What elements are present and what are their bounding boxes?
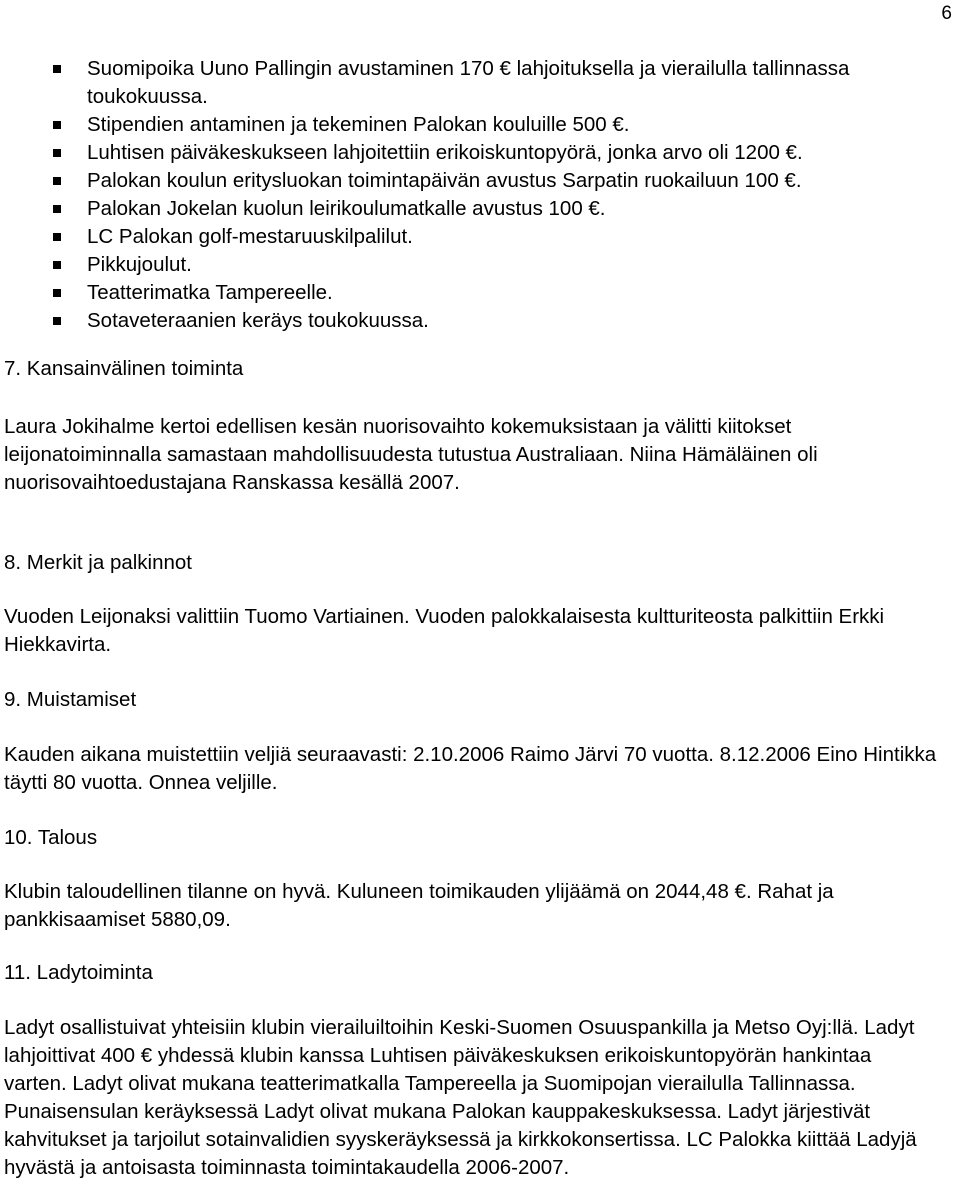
section-8-heading: 8. Merkit ja palkinnot (4, 551, 193, 574)
section-10-body: Klubin taloudellinen tilanne on hyvä. Kuluneen toimikauden ylijäämä on 2044,48 €. Rahat ja pankkisaamiset 5880,09. (4, 880, 834, 931)
section-9-heading: 9. Muistamiset (4, 688, 137, 711)
section-9-body: Kauden aikana muistettiin veljiä seuraavasti: 2.10.2006 Raimo Järvi 70 vuotta. 8.12.2006 Eino Hintikka täytti 80 vuotta. Onnea veljille. (4, 743, 937, 794)
list-item: Suomipoika Uuno Pallingin avustaminen 170 € lahjoituksella ja vierailulla tallinnassa toukokuussa. (53, 55, 933, 111)
section-11-heading: 11. Ladytoiminta (4, 961, 153, 984)
list-item: Palokan Jokelan kuolun leirikoulumatkalle avustus 100 €. (53, 195, 933, 223)
section-7-body: Laura Jokihalme kertoi edellisen kesän nuorisovaihto kokemuksistaan ja välitti kiitokset leijonatoiminnalla samastaan mahdollisuudesta tutustua Australiaan. Niina Hämäläinen oli nuorisovaihtoedustajana Ranskassa kesällä 2007. (4, 415, 818, 494)
page-number: 6 (941, 3, 952, 24)
list-item: LC Palokan golf-mestaruuskilpalilut. (53, 223, 933, 251)
section-7-heading: 7. Kansainvälinen toiminta (4, 357, 244, 380)
section-10-heading: 10. Talous (4, 826, 98, 849)
list-item: Teatterimatka Tampereelle. (53, 279, 933, 307)
list-item: Stipendien antaminen ja tekeminen Palokan kouluille 500 €. (53, 111, 933, 139)
activity-list (53, 55, 933, 335)
section-11-body: Ladyt osallistuivat yhteisiin klubin vierailuiltoihin Keski-Suomen Osuuspankilla ja Metso Oyj:llä. Ladyt lahjoittivat 400 € yhdessä klubin kanssa Luhtisen päiväkeskuksen erikoiskuntopyörän hankintaa varten. Ladyt olivat mukana teatterimatkalla Tampereella ja Suomipojan vierailulla Tallinnassa. Punaisensulan keräyksessä Ladyt olivat mukana Palokan kauppakeskuksessa. Ladyt järjestivät kahvitukset ja tarjoilut sotainvalidien syyskeräyksessä ja kirkkokonsertissa. LC Palokka kiittää Ladyjä hyvästä ja antoisasta toiminnasta toimintakaudella 2006-2007. (4, 1016, 917, 1179)
section-8-body: Vuoden Leijonaksi valittiin Tuomo Vartiainen. Vuoden palokkalaisesta kultturiteosta palkittiin Erkki Hiekkavirta. (4, 605, 885, 656)
list-item: Palokan koulun eritysluokan toimintapäivän avustus Sarpatin ruokailuun 100 €. (53, 167, 933, 195)
list-item: Pikkujoulut. (53, 251, 933, 279)
list-item: Luhtisen päiväkeskukseen lahjoitettiin erikoiskuntopyörä, jonka arvo oli 1200 €. (53, 139, 933, 167)
list-item: Sotaveteraanien keräys toukokuussa. (53, 307, 933, 335)
